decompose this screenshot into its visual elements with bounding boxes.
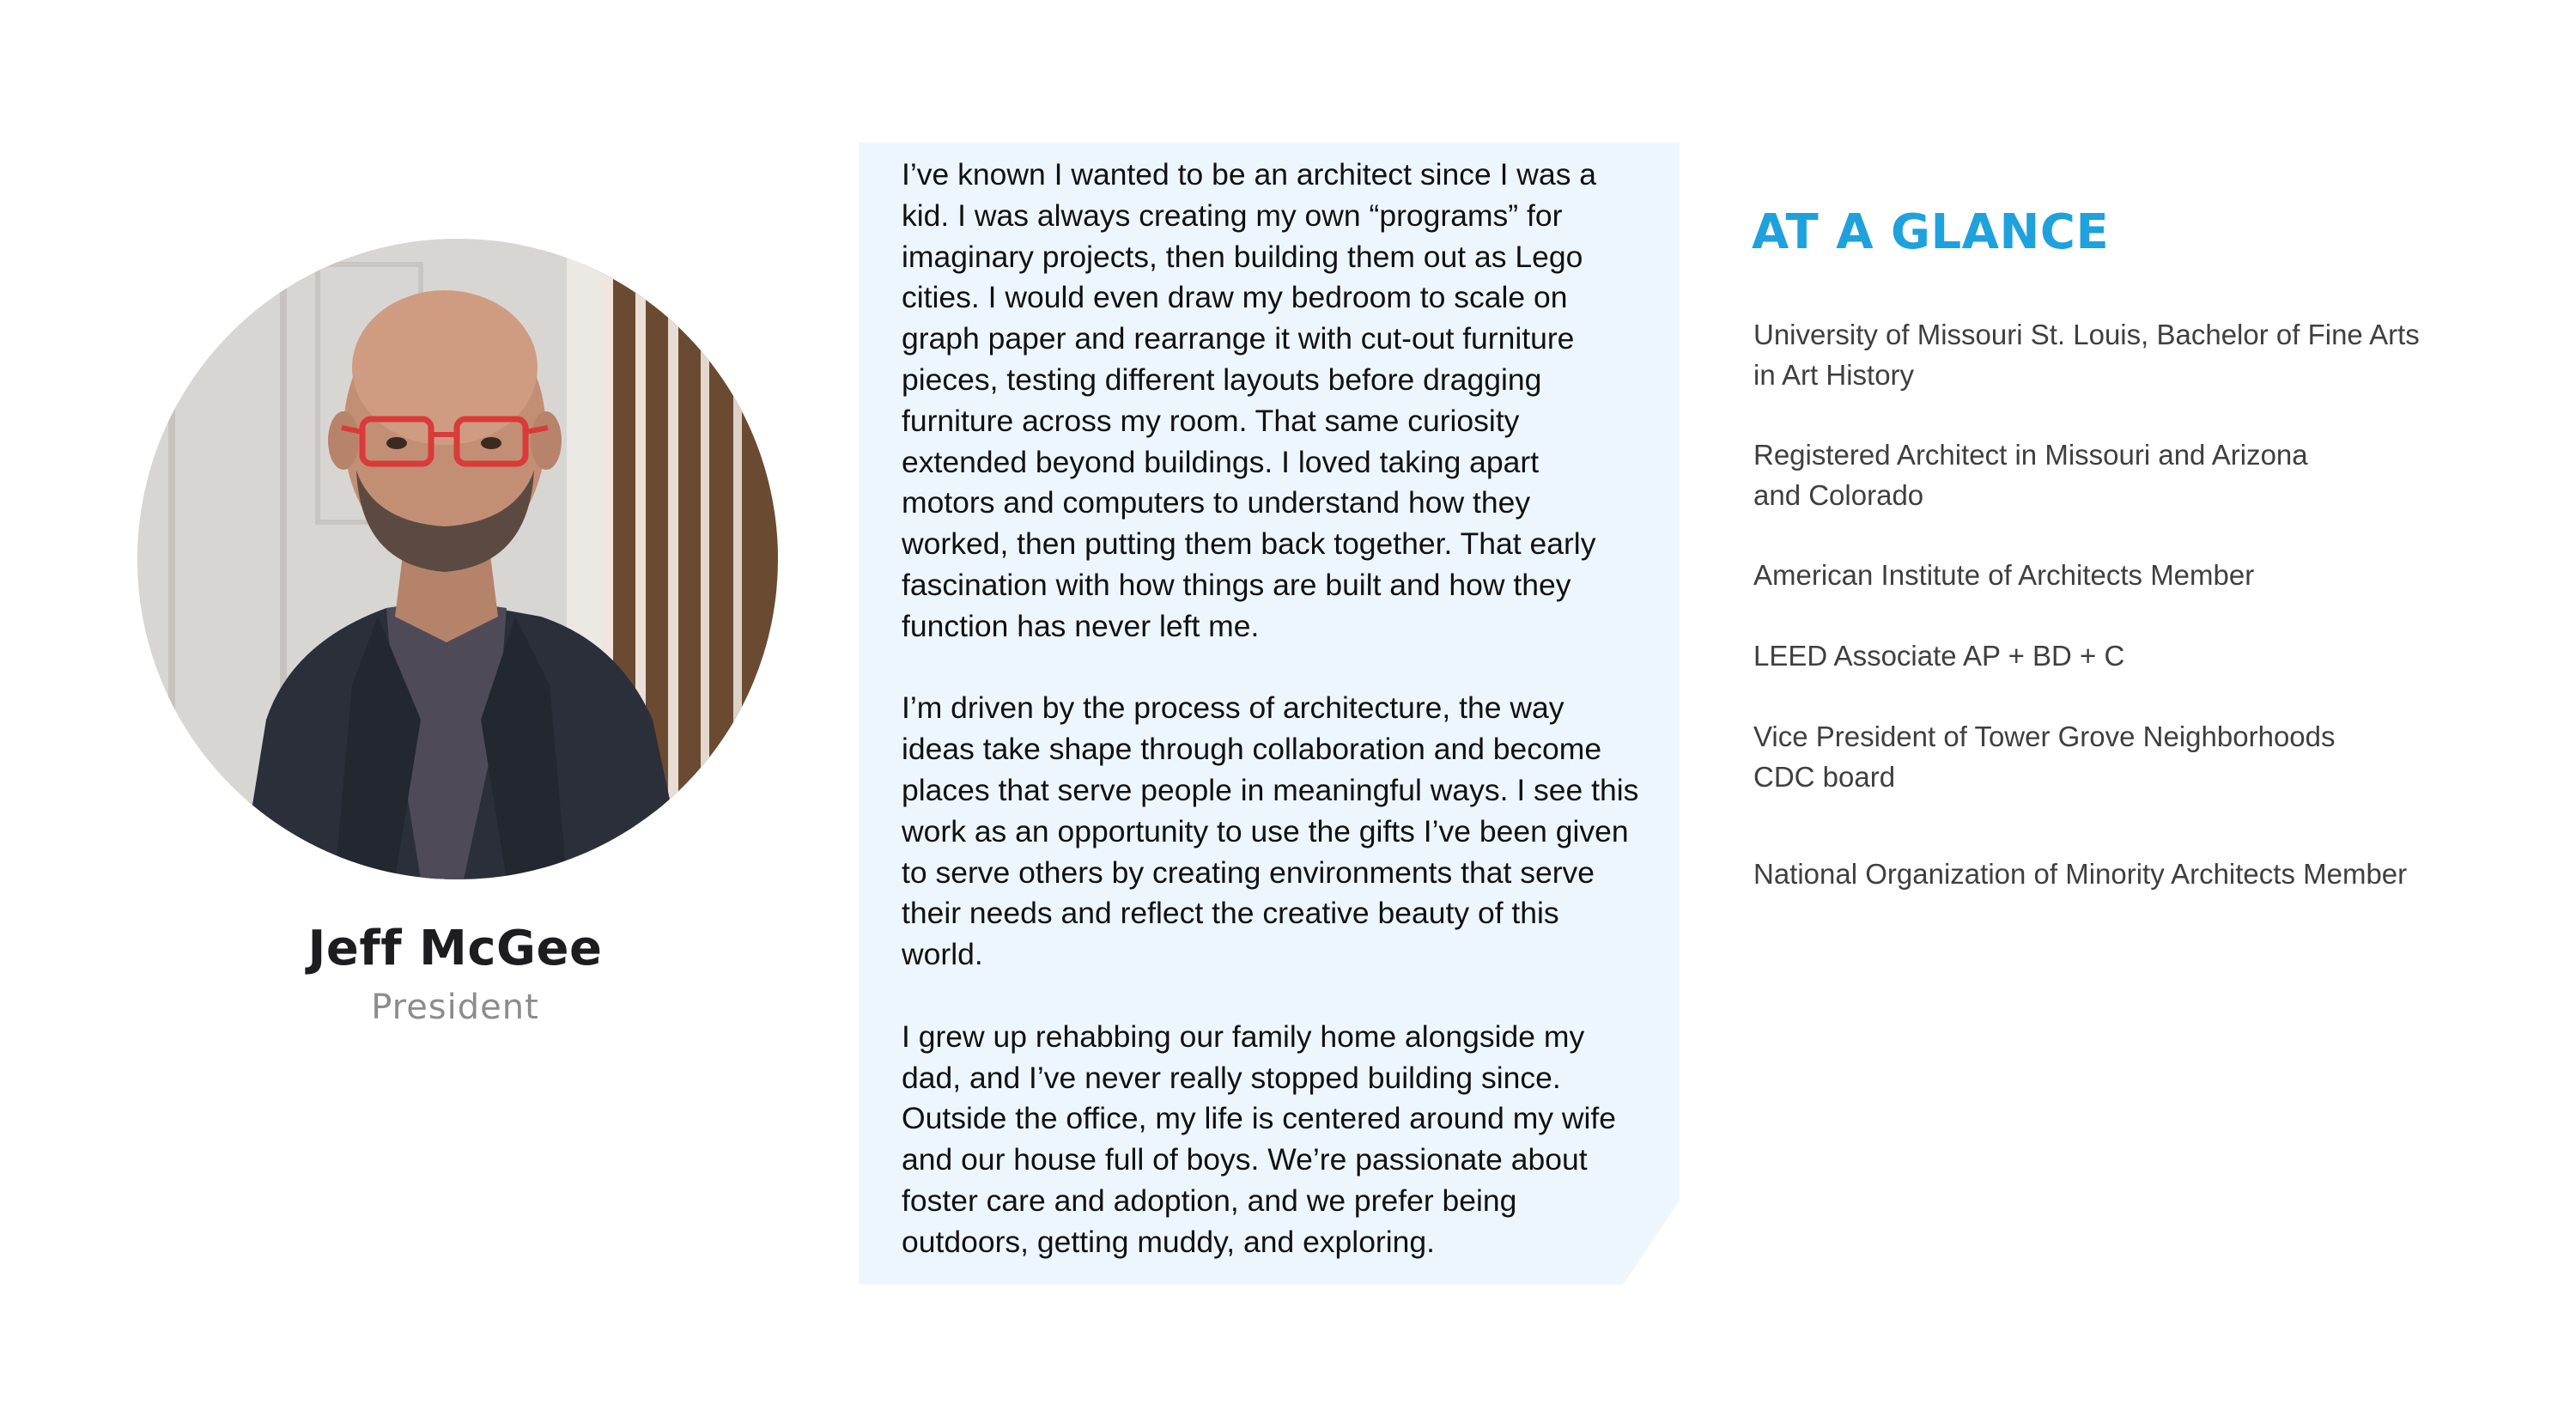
person-title: President — [371, 988, 539, 1027]
bio-text — [902, 155, 1674, 1263]
bio-paragraph-1: I’ve known I wanted to be an architect since I was a kid. I was always creating my own “programs” for imaginary projects, then building them out as Lego cities. I would even draw my bedroom to scale on graph paper and rearrange it with cut-out furniture pieces, testing different layouts before dragging furniture across my room. That same curiosity extended beyond buildings. I loved taking apart motors and computers to understand how they worked, then putting them back together. That early fascination with how things are built and how they function has never left me. — [902, 157, 1597, 643]
glance-item-aia: American Institute of Architects Member — [1753, 559, 2255, 591]
glance-item-noma: National Organization of Minority Architects Member — [1753, 858, 2408, 890]
glance-item-registration: Registered Architect in Missouri and Arizona and Colorado — [1753, 439, 2308, 511]
bio-paragraph-2: I’m driven by the process of architecture, the way ideas take shape through collaboration and become places that serve people in meaningful ways. I see this work as an opportunity to use the gifts I’ve been given to serve others by creating environments that serve their needs and reflect the creative beauty of this world. — [902, 690, 1639, 972]
bio-paragraph-3: I grew up rehabbing our family home alongside my dad, and I’ve never really stopped building since. Outside the office, my life is centered around my wife and our house full of boys. We’re passionate about foster care and adoption, and we prefer being outdoors, getting muddy, and exploring. — [902, 1019, 1617, 1259]
profile-photo — [137, 239, 778, 879]
glance-item-education: University of Missouri St. Louis, Bachelor of Fine Arts in Art History — [1753, 319, 2420, 391]
at-a-glance-heading: AT A GLANCE — [1752, 204, 2110, 260]
glance-item-tower-grove: Vice President of Tower Grove Neighborhoods CDC board — [1753, 721, 2336, 793]
glance-item-leed: LEED Associate AP + BD + C — [1753, 640, 2125, 672]
person-name: Jeff McGee — [307, 921, 603, 976]
